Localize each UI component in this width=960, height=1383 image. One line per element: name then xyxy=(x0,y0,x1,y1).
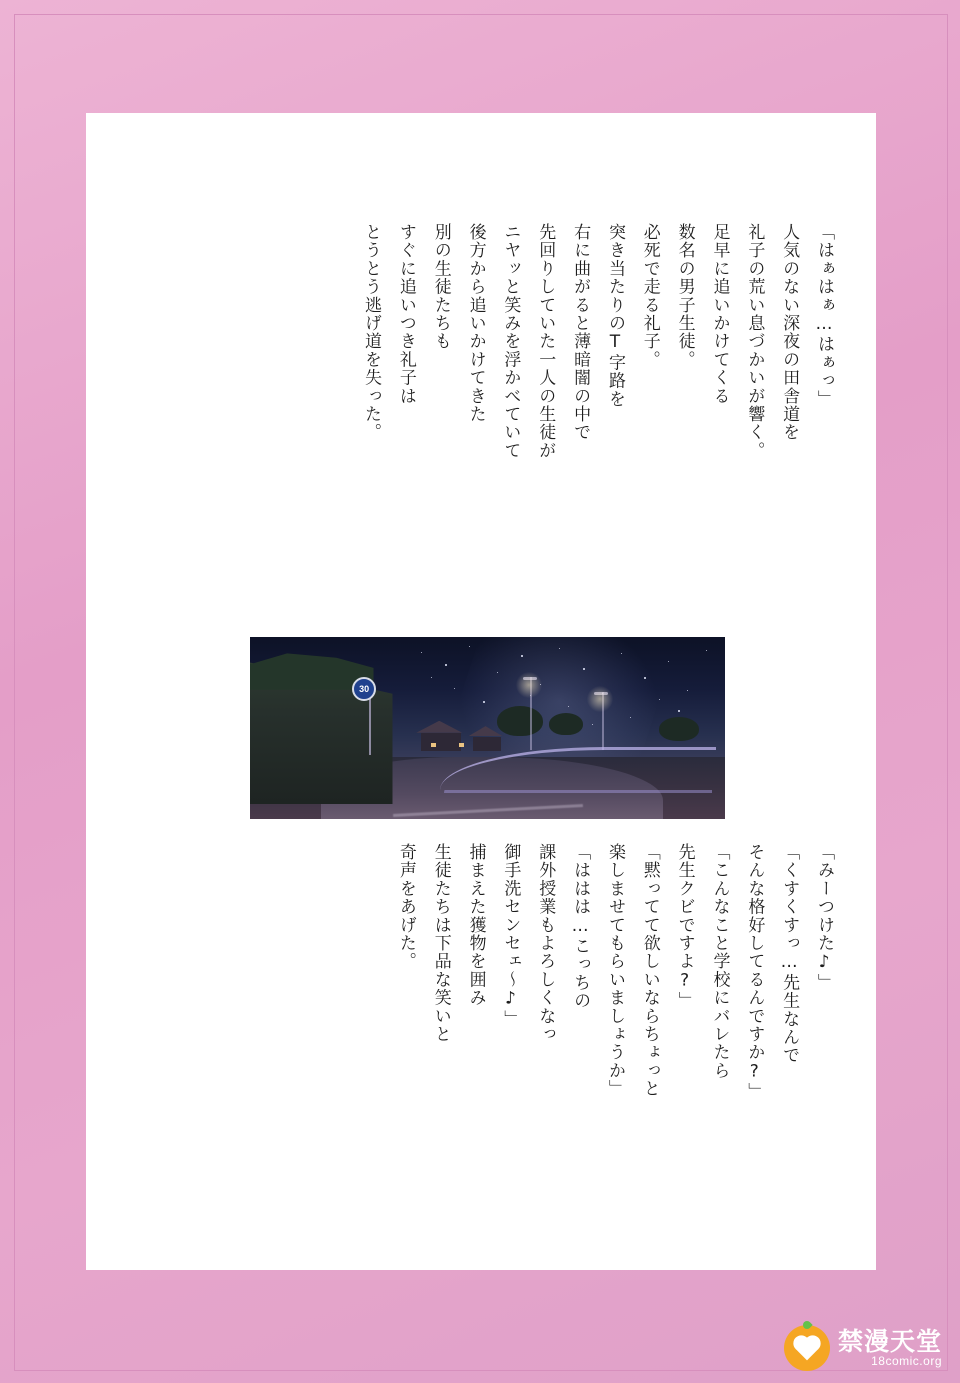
story-line: ニヤッと笑みを浮かべていて xyxy=(500,223,521,460)
story-line: 「こんなこと学校にバレたら xyxy=(709,843,730,1080)
story-line: 先生クビですよ?」 xyxy=(674,843,695,1010)
story-line: 「黙ってて欲しいならちょっと xyxy=(639,843,660,1098)
story-line: 課外授業もよろしくなっ xyxy=(535,843,556,1044)
story-line: 捕まえた獲物を囲み xyxy=(465,843,486,1007)
story-line: 「はぁはぁ…はぁっ」 xyxy=(814,223,834,408)
lamp-glow xyxy=(516,672,542,698)
story-line: 右に曲がると薄暗闇の中で xyxy=(570,223,591,442)
illustration-night-road xyxy=(250,637,725,819)
story-line: そんな格好してるんですか?」 xyxy=(744,843,765,1101)
watermark-text xyxy=(837,1326,942,1368)
story-line: 「みーつけた♪」 xyxy=(814,843,834,992)
paper-sheet xyxy=(86,113,876,1270)
story-line: 人気のない深夜の田舎道を xyxy=(779,223,800,442)
story-line: 後方から追いかけてきた xyxy=(465,223,486,424)
story-line: 生徒たちは下品な笑いと xyxy=(430,843,451,1044)
story-line: 礼子の荒い息づかいが響く。 xyxy=(744,223,765,460)
site-watermark xyxy=(784,1325,942,1371)
tree xyxy=(549,713,583,735)
tree xyxy=(497,706,543,736)
story-line: 奇声をあげた。 xyxy=(395,843,416,971)
story-line: 必死で走る礼子。 xyxy=(639,223,660,369)
heart-logo-icon xyxy=(784,1325,830,1371)
story-line: 楽しませてもらいましょうか」 xyxy=(604,843,625,1098)
house xyxy=(473,737,501,751)
story-line: すぐに追いつき礼子は xyxy=(395,223,416,405)
heart-shape xyxy=(796,1338,819,1361)
story-line: 「ははは…こっちの xyxy=(570,843,591,1010)
house xyxy=(421,733,461,751)
house-window xyxy=(431,743,436,747)
story-line: 突き当たりのT字路を xyxy=(604,223,625,408)
site-name: 禁漫天堂 xyxy=(837,1326,942,1356)
site-url: 18comic.org xyxy=(871,1353,942,1368)
story-line: とうとう逃げ道を失った。 xyxy=(361,223,382,442)
story-line: 先回りしていた一人の生徒が xyxy=(535,223,556,460)
story-text-bottom xyxy=(388,843,841,1233)
story-line: 数名の男子生徒。 xyxy=(674,223,695,369)
story-line: 「くすくすっ…先生なんで xyxy=(779,843,800,1065)
speed-limit-sign: 30 xyxy=(352,677,376,701)
tree xyxy=(659,717,699,741)
story-text-top xyxy=(353,223,841,623)
story-line: 別の生徒たちも xyxy=(430,223,451,351)
story-line: 御手洗センセェ～♪」 xyxy=(500,843,521,1028)
story-line: 足早に追いかけてくる xyxy=(709,223,730,405)
house-window xyxy=(459,743,464,747)
